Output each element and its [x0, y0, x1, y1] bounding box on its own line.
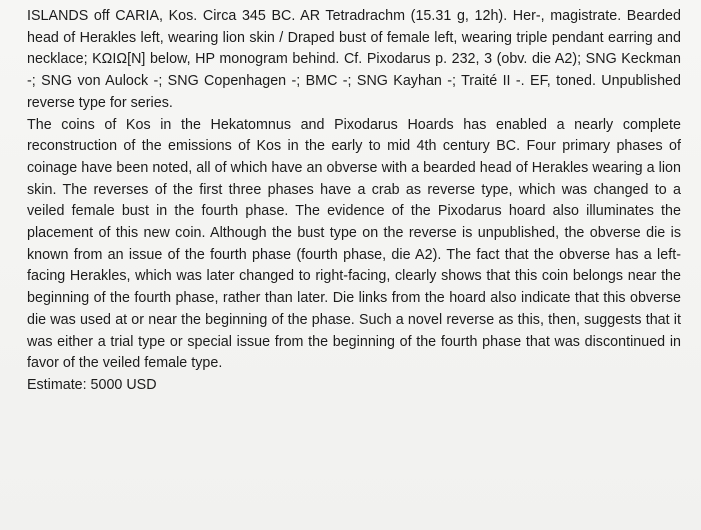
- lot-commentary: The coins of Kos in the Hekatomnus and Pixodarus Hoards has enabled a nearly complete reconstruction of the emissions of Kos in the early to mid 4th century BC. Four primary phases of coinage have been noted, all of which have an obverse with a bearded head of Herakles wearing a lion skin. The reverses of the first three phases have a crab as reverse type, which was changed to a veiled female bust in the fourth phase. The evidence of the Pixodarus hoard also illuminates the placement of this new coin. Although the bust type on the reverse is unpublished, the obverse die is known from an issue of the fourth phase (fourth phase, die A2). The fact that the obverse has a left-facing Herakles, which was later changed to right-facing, clearly shows that this coin belongs near the beginning of the fourth phase, rather than later. Die links from the hoard also indicate that this obverse die was used at or near the beginning of the phase. Such a novel reverse as this, then, suggests that it was either a trial type or special issue from the beginning of the fourth phase that was discontinued in favor of the veiled female type.: [27, 116, 681, 372]
- lot-estimate: Estimate: 5000 USD: [27, 376, 157, 393]
- lot-description: ISLANDS off CARIA, Kos. Circa 345 BC. AR Tetradrachm (15.31 g, 12h). Her-, magistrate. Bearded head of Herakles left, wearing lion skin / Draped bust of female left, wearing triple pendant earring and necklace; ΚΩΙΩ[Ν] below, HP monogram behind. Cf. Pixodarus p. 232, 3 (obv. die A2); SNG Keckman -; SNG von Aulock -; SNG Copenhagen -; BMC -; SNG Kayhan -; Traité II -. EF, toned. Unpublished reverse type for series.: [27, 8, 681, 111]
